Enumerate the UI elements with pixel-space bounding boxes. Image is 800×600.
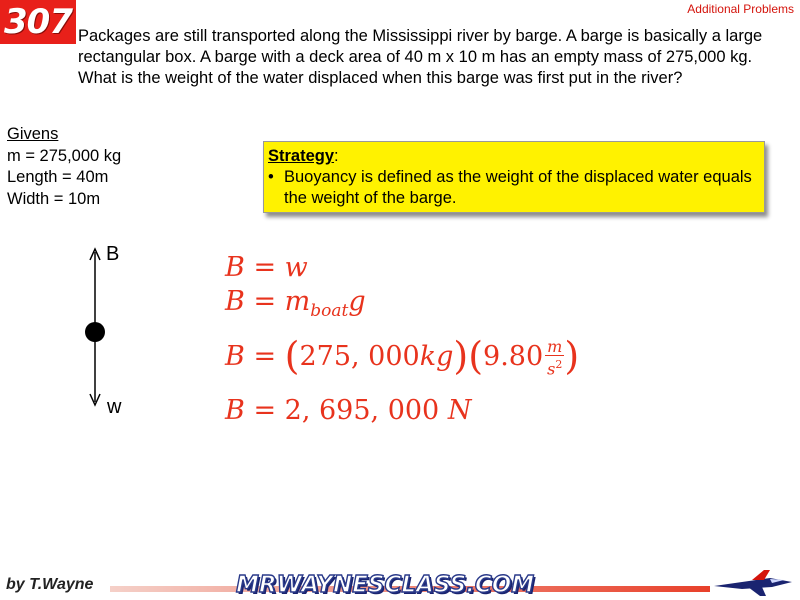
eq2-lhs: B xyxy=(225,286,245,317)
given-item-mass: m = 275,000 kg xyxy=(7,146,122,165)
eq2-g: g xyxy=(348,286,366,317)
close-paren: ) xyxy=(453,334,469,378)
fraction-exponent: 2 xyxy=(555,357,563,371)
given-item-width: Width = 10m xyxy=(7,189,101,208)
strategy-title: Strategy xyxy=(268,147,335,165)
eq3-mass-unit: kg xyxy=(419,341,454,372)
givens-heading: Givens xyxy=(7,125,59,143)
section-label: Additional Problems xyxy=(687,2,794,16)
units-fraction xyxy=(545,338,564,377)
eq1-op: = xyxy=(253,252,277,283)
eq3-lhs: B xyxy=(225,341,245,372)
eq4-lhs: B xyxy=(225,395,245,426)
problem-text: Packages are still transported along the Mississippi river by barge. A barge is basically a large rectangular box. A barge with a deck area of 40 m x 10 m has an empty mass of 275,000 kg. What is the weight of the water displaced when this barge was first put in the river? xyxy=(78,27,763,87)
equation-2 xyxy=(225,286,366,321)
strategy-bullet-symbol: • xyxy=(268,168,274,186)
site-logo-text: MRWAYNESCLASS.COM xyxy=(236,572,535,598)
givens-list xyxy=(7,124,121,210)
problem-number-badge: 307 xyxy=(0,0,76,44)
eq2-op: = xyxy=(253,286,277,317)
eq3-op: = xyxy=(253,341,277,372)
equation-3 xyxy=(225,334,579,378)
fraction-den-base: s xyxy=(547,359,556,379)
buoyancy-label: B xyxy=(106,243,120,265)
eq4-value: 2, 695, 000 xyxy=(284,395,440,426)
strategy-box xyxy=(263,141,765,213)
eq3-mass: 275, 000 xyxy=(299,341,420,372)
eq1-rhs: w xyxy=(284,252,308,283)
force-arrows-drawing xyxy=(75,240,135,420)
free-body-diagram xyxy=(75,240,135,420)
eq3-g-value: 9.80 xyxy=(483,341,544,372)
eq1-lhs: B xyxy=(225,252,245,283)
close-paren-2: ) xyxy=(564,334,580,378)
fraction-numerator: m xyxy=(547,336,563,356)
eq4-unit: N xyxy=(447,395,472,426)
given-item-length: Length = 40m xyxy=(7,168,109,186)
author-credit: by T.Wayne xyxy=(6,576,94,593)
equation-1 xyxy=(225,252,308,283)
equation-4 xyxy=(225,395,471,426)
jet-logo-icon xyxy=(712,568,796,598)
strategy-colon: : xyxy=(334,147,339,165)
weight-label: w xyxy=(107,396,122,418)
open-paren: ( xyxy=(284,334,300,378)
fraction-denominator xyxy=(545,356,564,377)
eq4-op: = xyxy=(253,395,277,426)
eq2-subscript: boat xyxy=(310,301,349,321)
open-paren-2: ( xyxy=(468,334,484,378)
eq2-m: m xyxy=(284,286,311,317)
strategy-bullet-text: Buoyancy is defined as the weight of the displaced water equals the weight of the barge. xyxy=(284,168,752,207)
